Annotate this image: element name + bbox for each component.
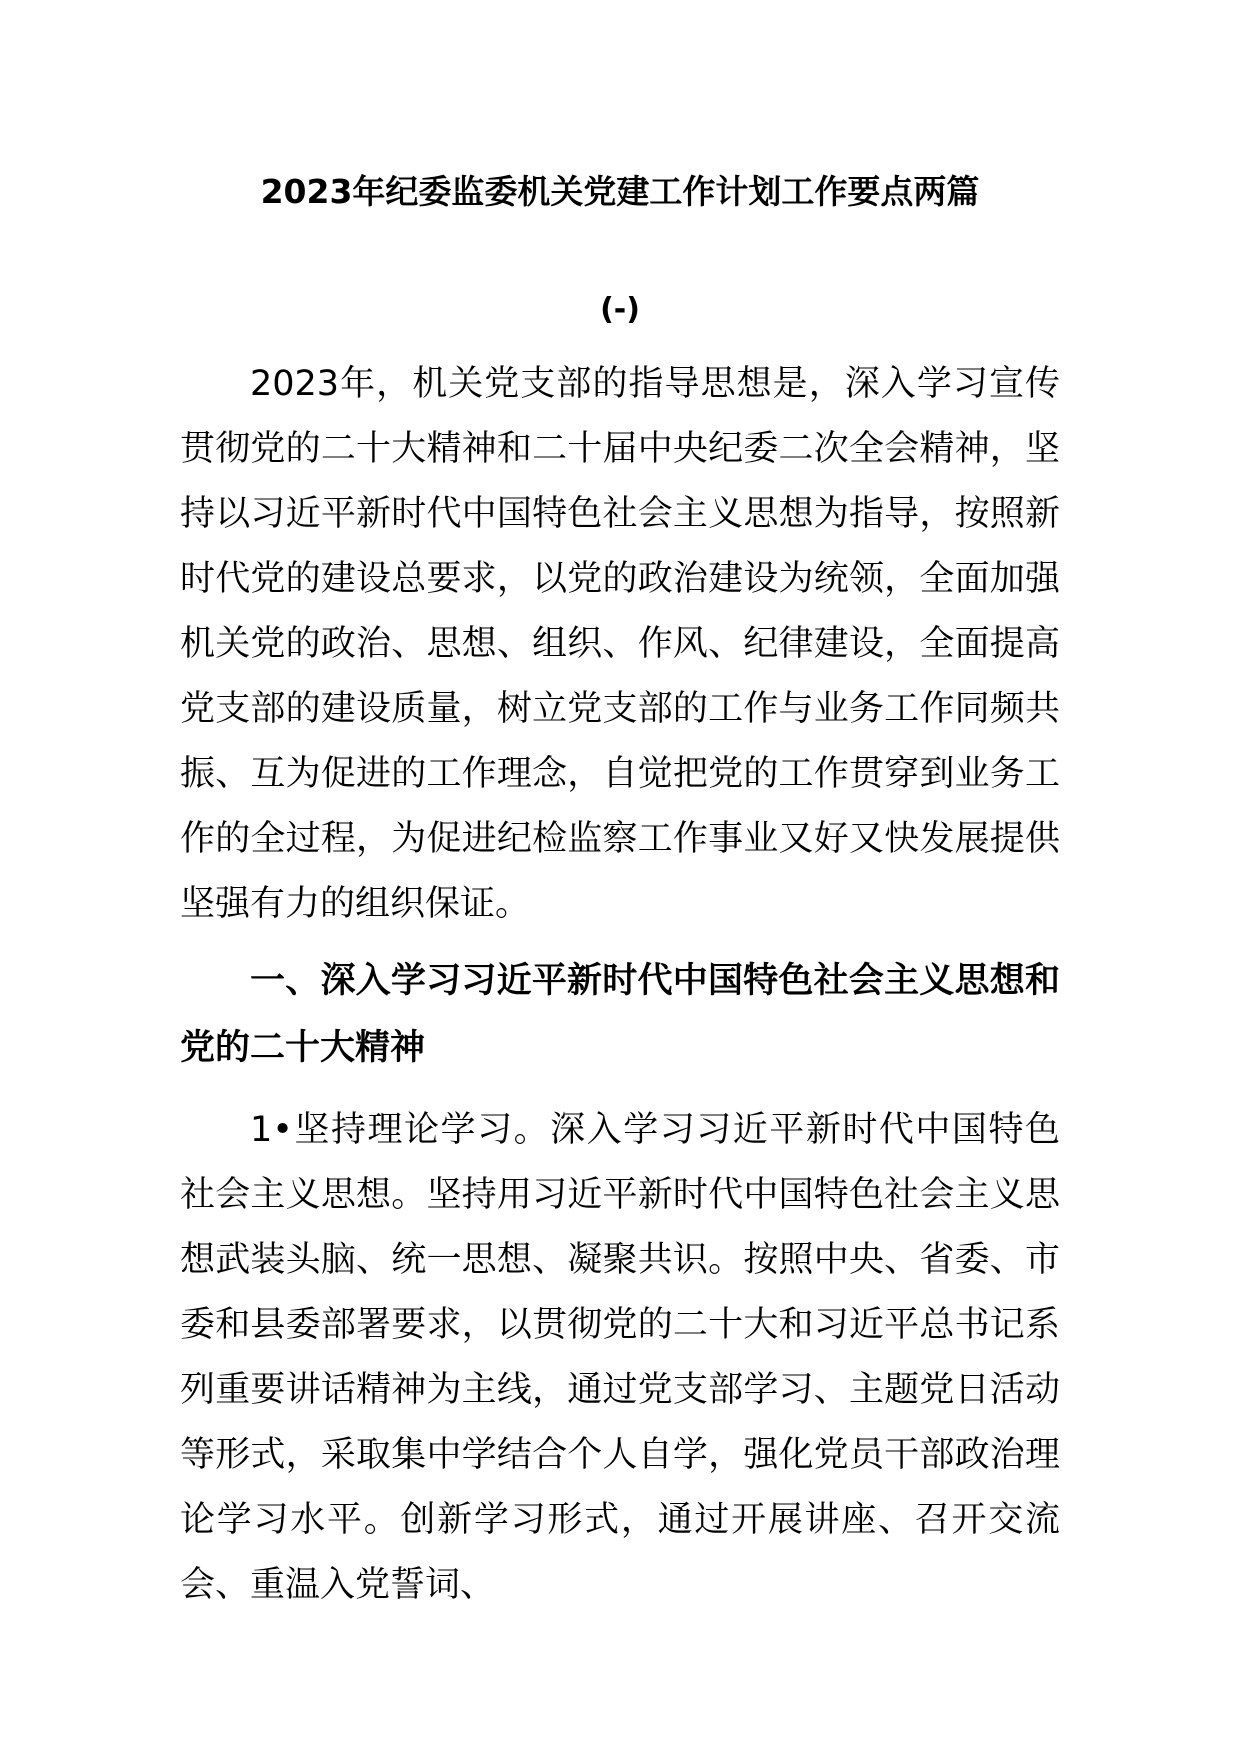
section-heading-1: 一、深入学习习近平新时代中国特色社会主义思想和党的二十大精神 (180, 961, 1060, 1068)
guiding-principle-paragraph: 2023年，机关党支部的指导思想是，深入学习宣传贯彻党的二十大精神和二十届中央纪委二次全会精神，坚持以习近平新时代中国特色社会主义思想为指导，按照新时代党的建设总要求，以党的政治建设为统领，全面加强机关党的政治、思想、组织、作风、纪律建设，全面提高党支部的建设质量，树立党支部的工作与业务工作同频共振、互为促进的工作理念，自觉把党的工作贯穿到业务工作的全过程，为促进纪检监察工作事业又好又快发展提供坚强有力的组织保证。 (180, 364, 1060, 924)
part-label: (-) (600, 292, 640, 327)
document-title: 2023年纪委监委机关党建工作计划工作要点两篇 (260, 172, 980, 211)
theory-study-paragraph: 1•坚持理论学习。深入学习习近平新时代中国特色社会主义思想。坚持用习近平新时代中国特色社会主义思想武装头脑、统一思想、凝聚共识。按照中央、省委、市委和县委部署要求，以贯彻党的二十大和习近平总书记系列重要讲话精神为主线，通过党支部学习、主题党日活动等形式，采取集中学结合个人自学，强化党员干部政治理论学习水平。创新学习形式，通过开展讲座、召开交流会、重温入党誓词、 (180, 1110, 1060, 1605)
